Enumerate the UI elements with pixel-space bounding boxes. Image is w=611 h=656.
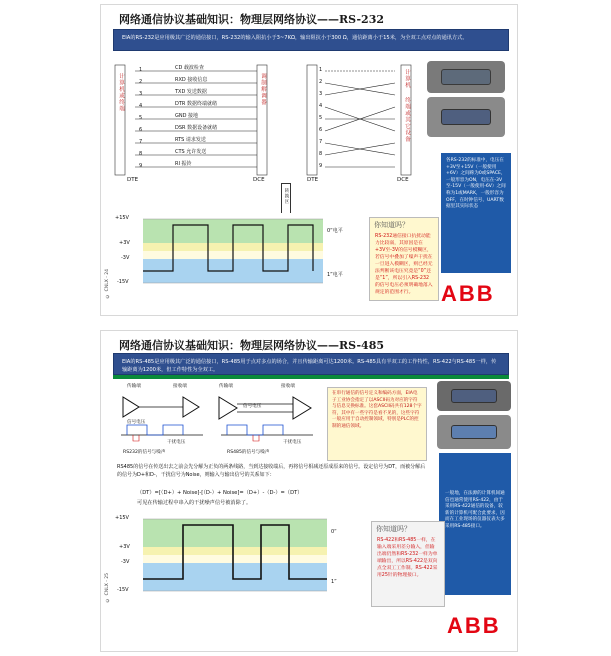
voltage-chart	[105, 513, 363, 609]
tx-label: 传输端	[219, 384, 233, 389]
tx-label: 传输端	[127, 384, 141, 389]
y-tick: -3V	[121, 559, 130, 565]
signal-voltage-label: 信号电压	[243, 404, 262, 409]
note-box: 在串行通信的信号定义和编码方面，EIA电子工业协会指定了以ASCII码为对应的字符与信息交换标准。这套ASCII码共有128个字符，其中有一些字符是看不见的，这些字符一般应用于自动控制领域，特别是PLC的控制的通信领域。	[327, 387, 427, 461]
y-tick: +3V	[119, 544, 130, 550]
interference-label: 干扰电压	[283, 440, 302, 445]
y-tick: +3V	[119, 240, 130, 246]
info-panel	[439, 453, 511, 595]
info-panel-text: 各RS-232的标准中，电压在+3V至+15V（一般使用+6V）之间称为0或SPACE，一般形容为ON，电压在-3V至-15V（一般使用-6V）之间称为1或MARK，一般形容为OFF，在时钟信号、UART数据里其实际状态	[446, 158, 506, 210]
intro-box: EIA的RS-485是应用极其广泛的通信接口，RS-485用于点对多点的场合，并且传输距离可达1200米。RS-485具有半双工的工作特性，RS-422与RS-485一样，传输距离为1200米，但工作特性为全双工。	[113, 353, 509, 375]
dce-label-2: DCE	[397, 177, 409, 183]
rs485-noise-svg	[213, 391, 323, 455]
pinout-diagram	[113, 63, 311, 187]
pin-number: 1	[319, 67, 323, 73]
info-panel	[441, 153, 511, 273]
zero-level-label: 0“	[331, 529, 337, 535]
right-device-label-2: 终端或其它设备	[404, 97, 410, 143]
diagram-caption: RS485的信号与噪声	[227, 450, 270, 455]
signal-label: DSR 数据设备就绪	[175, 125, 218, 131]
dte-label-2: DTE	[307, 177, 319, 183]
pin-number: 3	[139, 91, 143, 97]
rs232-noise-diagram	[113, 383, 209, 457]
know-body: RS-422和RS-485一样，在输入端采用差分输入，但输出端仍然和RS-232一样为单端输出，所以RS-422是双向点全双工工作制。RS-422采用25针的物理接口。	[377, 538, 438, 578]
signal-label: DTR 数据终端就绪	[175, 101, 217, 107]
pin-number: 3	[319, 91, 323, 97]
pin-number: 9	[139, 163, 143, 169]
dte-label: DTE	[127, 177, 139, 183]
slide-rs232	[100, 4, 518, 316]
signal-label: GND 接地	[175, 113, 199, 119]
rx-label: 接收端	[173, 384, 187, 389]
slide-rs485	[100, 330, 518, 652]
voltage-chart	[105, 213, 363, 303]
know-heading: 你知道吗？	[374, 221, 409, 229]
left-device-label: 计算机或终端	[118, 73, 124, 112]
dce-label: DCE	[253, 177, 265, 183]
y-tick: +15V	[115, 215, 129, 221]
signal-label: CD 载波检查	[175, 65, 204, 71]
y-tick: +15V	[115, 515, 129, 521]
pin-number: 4	[319, 103, 323, 109]
db9-plug-photo	[427, 97, 505, 137]
db9-connector-photo	[427, 61, 505, 93]
pin-number: 2	[139, 79, 143, 85]
info-panel-text: 一般地，在法源的计算机间通信也通常使用RS-422，由于采用RS-422通信的设备，较新的计算机可配合此要求，因而在工业现场的仪器仪表大多采用RS-485接口。	[445, 491, 505, 529]
intro-box: EIA的RS-232是应用极其广泛的通信接口，RS-232的输入阻抗小于3~7KΩ，输出阻抗小于300 Ω，通信距离小于15米，为全双工点对点的通讯方式。	[113, 29, 509, 51]
pin-number: 1	[139, 67, 143, 73]
signal-label: RTS 请求发送	[175, 137, 206, 143]
voltage-chart-svg	[113, 213, 363, 303]
pin-number: 2	[319, 79, 323, 85]
green-strip	[113, 375, 509, 379]
signal-label: CTS 允许发送	[175, 149, 207, 155]
know-box	[369, 217, 439, 301]
one-level-label: 1”电平	[327, 272, 343, 278]
pin-number: 5	[139, 115, 143, 121]
abb-logo: ABB	[447, 613, 501, 638]
pin-number: 8	[139, 151, 143, 157]
voltage-chart-svg	[113, 513, 363, 609]
pin-number: 7	[319, 139, 323, 145]
chart-caption: © CNLX - 25	[105, 573, 110, 602]
slide-title: 网络通信协议基础知识：物理层网络协议——RS-485	[119, 339, 385, 352]
know-heading: 你知道吗？	[376, 525, 411, 533]
interference-label: 干扰电压	[167, 440, 186, 445]
db9-connector-photo	[437, 381, 511, 411]
signal-label: TXD 发送数据	[175, 89, 207, 95]
pin-number: 4	[139, 103, 143, 109]
body-text: RS485的信号在传送出去之前会先分解为正负的两条线路，当到达接收端后，再将信号相减还原成原来的信号。设定信号为DT，而被分解后的信号为D+和D-，干扰信号为Noise，则输入与输出信号的关系如下：	[117, 464, 426, 478]
transition-label: 转换区	[284, 188, 289, 205]
null-modem-diagram	[305, 63, 415, 187]
know-body: RS-232通信接口抗扰动能力比较弱，其原因是在+3V至-3V的信号模糊区，若信号中叠加了噪声干扰在一旦进入模糊区，则已经无法判断该电压究竟是“0”还是“1”，所以引入RS-232的信号电压必须明确地落入规定的范围才行。	[375, 234, 433, 295]
pin-number: 6	[139, 127, 143, 133]
zero-level-label: 0“电平	[327, 228, 343, 234]
signal-voltage-label: 信号电压	[127, 420, 146, 425]
y-tick: -3V	[121, 255, 130, 261]
know-box	[371, 521, 445, 607]
formula-note: 可见在传输过程中串入的干扰噪声信号被消除了。	[137, 500, 252, 506]
y-tick: -15V	[117, 587, 129, 593]
pin-number: 5	[319, 115, 323, 121]
modem-label: 调制解调器	[260, 73, 266, 106]
right-device-label: 计算机	[404, 69, 410, 89]
one-level-label: 1”	[331, 579, 337, 585]
db9-plug-photo	[437, 415, 511, 449]
slide-title: 网络通信协议基础知识：物理层网络协议——RS-232	[119, 13, 385, 26]
pin-number: 6	[319, 127, 323, 133]
diagram-caption: RS232的信号与噪声	[123, 450, 166, 455]
signal-label: RXD 接收信息	[175, 77, 208, 83]
chart-caption: © CNLX - 24	[105, 269, 110, 298]
formula: （DT）=[（D+）+ Noise]-[（D-）+ Noise]=（D+）-（D-）=（DT）	[137, 490, 303, 496]
pin-number: 7	[139, 139, 143, 145]
y-tick: -15V	[117, 279, 129, 285]
signal-label: RI 振铃	[175, 161, 192, 167]
rs485-noise-diagram	[213, 383, 323, 457]
pin-number: 8	[319, 151, 323, 157]
abb-logo: ABB	[441, 281, 495, 306]
rx-label: 接收端	[281, 384, 295, 389]
pin-number: 9	[319, 163, 323, 169]
